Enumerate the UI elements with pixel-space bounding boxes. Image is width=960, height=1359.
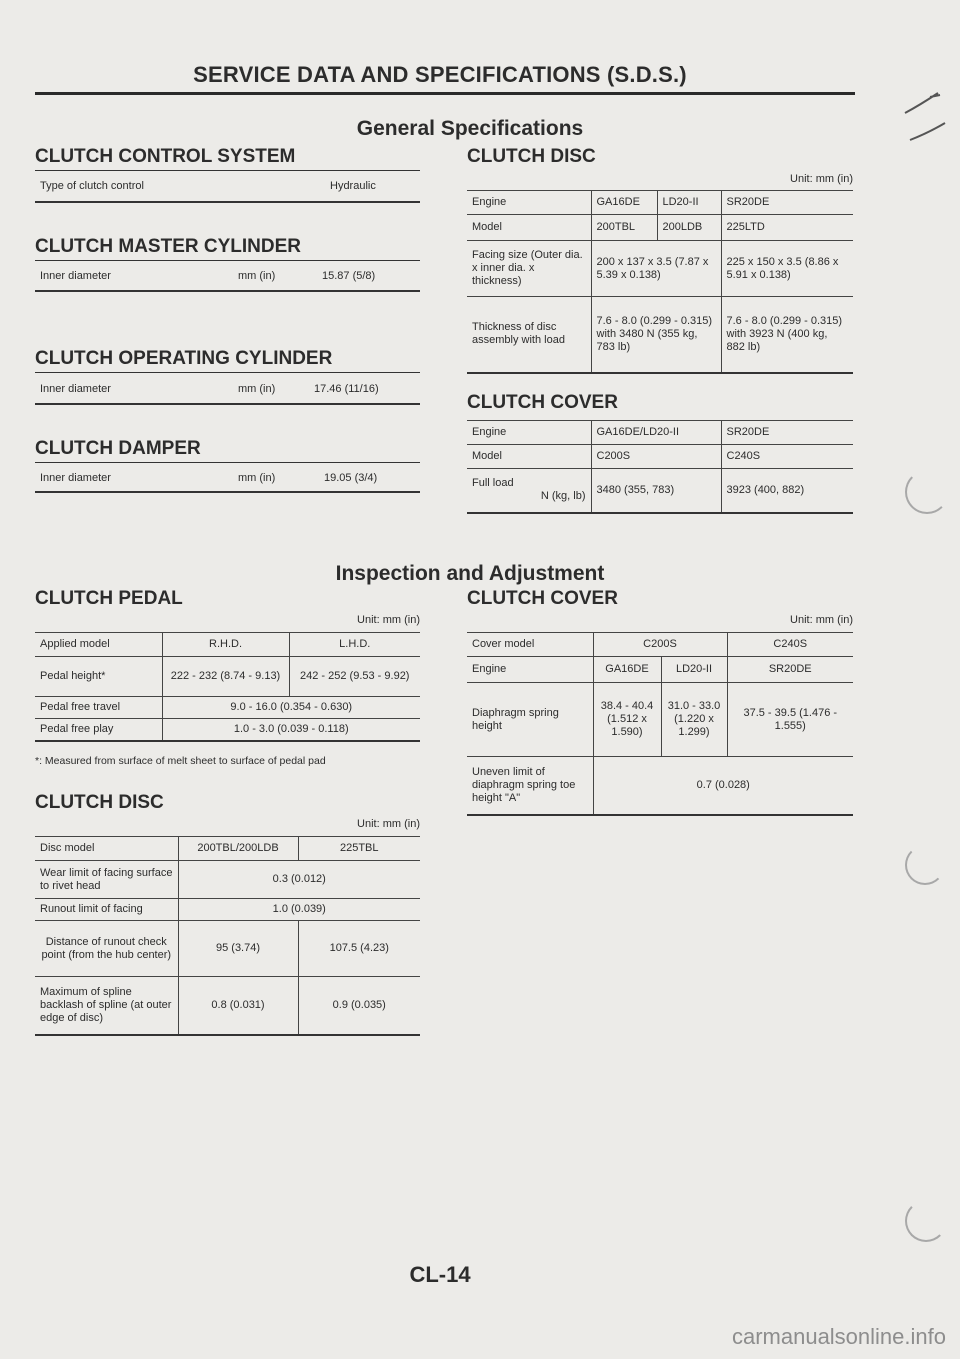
table-cell: SR20DE: [721, 421, 853, 445]
master-cylinder-label: Inner diameter: [40, 270, 111, 282]
table-row: [467, 683, 853, 757]
clutch-pedal-table: [35, 632, 420, 742]
table-cell: 225LTD: [721, 215, 853, 241]
table-cell: Thickness of disc assembly with load: [467, 297, 591, 373]
table-cell: Distance of runout check point (from the hub center): [35, 921, 178, 977]
table-row: [467, 633, 853, 657]
table-row: [35, 977, 420, 1035]
divider: [35, 290, 420, 292]
table-row: [467, 297, 853, 373]
table-cell: GA16DE: [591, 191, 657, 215]
divider: [35, 403, 420, 405]
table-row: [35, 899, 420, 921]
damper-value: 19.05 (3/4): [324, 472, 378, 484]
table-cell: Pedal free travel: [35, 697, 162, 719]
inspection-adjustment-heading: Inspection and Adjustment: [335, 562, 605, 585]
unit-label: Unit: mm (in): [357, 818, 420, 830]
table-row: [467, 241, 853, 297]
clutch-cover-inspection-heading: CLUTCH COVER: [467, 588, 618, 609]
table-row: [35, 657, 420, 697]
table-cell: Runout limit of facing: [35, 899, 178, 921]
table-cell: C240S: [727, 633, 853, 657]
master-cylinder-value: 15.87 (5/8): [322, 270, 376, 282]
clutch-cover-heading: CLUTCH COVER: [467, 392, 618, 413]
table-cell: SR20DE: [721, 191, 853, 215]
title-rule: [35, 92, 855, 95]
table-cell: 1.0 - 3.0 (0.039 - 0.118): [162, 719, 420, 741]
table-row: [467, 421, 853, 445]
table-row: [467, 469, 853, 513]
table-cell: 200 x 137 x 3.5 (7.87 x 5.39 x 0.138): [591, 241, 721, 297]
table-cell: 200TBL/200LDB: [178, 837, 298, 861]
table-row: [35, 697, 420, 719]
table-cell: LD20-II: [657, 191, 721, 215]
table-cell: 7.6 - 8.0 (0.299 - 0.315) with 3480 N (355 kg, 783 lb): [591, 297, 721, 373]
clutch-control-system-heading: CLUTCH CONTROL SYSTEM: [35, 146, 296, 167]
table-cell: Engine: [467, 657, 593, 683]
watermark: carmanualsonline.info: [731, 1324, 946, 1349]
margin-scribble: [900, 85, 950, 145]
table-cell: GA16DE: [593, 657, 661, 683]
unit-label: Unit: mm (in): [790, 173, 853, 185]
table-cell: C240S: [721, 445, 853, 469]
divider: [35, 462, 420, 463]
unit-label: Unit: mm (in): [790, 614, 853, 626]
divider: [35, 170, 420, 171]
table-cell: 200TBL: [591, 215, 657, 241]
table-row: [467, 191, 853, 215]
table-row: [35, 861, 420, 899]
table-cell: L.H.D.: [289, 633, 420, 657]
full-load-label: Full load: [472, 477, 514, 490]
binder-mark: [905, 470, 949, 514]
table-cell: [467, 469, 591, 513]
operating-cylinder-unit: mm (in): [238, 383, 276, 395]
damper-unit: mm (in): [238, 472, 276, 484]
table-cell: 3923 (400, 882): [721, 469, 853, 513]
table-cell: Maximum of spline backlash of spline (at outer edge of disc): [35, 977, 178, 1035]
pedal-footnote: *: Measured from surface of melt sheet to surface of pedal pad: [35, 755, 326, 767]
master-cylinder-unit: mm (in): [238, 270, 276, 282]
divider: [35, 260, 420, 261]
table-cell: 31.0 - 33.0 (1.220 x 1.299): [661, 683, 727, 757]
table-row: [467, 757, 853, 815]
table-row: [467, 657, 853, 683]
table-cell: 225 x 150 x 3.5 (8.86 x 5.91 x 0.138): [721, 241, 853, 297]
table-row: [467, 215, 853, 241]
binder-mark: [905, 845, 945, 885]
table-cell: 1.0 (0.039): [178, 899, 420, 921]
table-cell: LD20-II: [661, 657, 727, 683]
table-cell: 242 - 252 (9.53 - 9.92): [289, 657, 420, 697]
clutch-pedal-heading: CLUTCH PEDAL: [35, 588, 183, 609]
table-cell: R.H.D.: [162, 633, 289, 657]
table-cell: Applied model: [35, 633, 162, 657]
table-cell: GA16DE/LD20-II: [591, 421, 721, 445]
table-cell: 0.7 (0.028): [593, 757, 853, 815]
clutch-operating-cylinder-heading: CLUTCH OPERATING CYLINDER: [35, 348, 333, 369]
table-cell: Pedal free play: [35, 719, 162, 741]
control-type-label: Type of clutch control: [40, 180, 144, 192]
table-cell: 200LDB: [657, 215, 721, 241]
page-number: CL-14: [409, 1262, 471, 1287]
table-cell: Facing size (Outer dia. x inner dia. x thickness): [467, 241, 591, 297]
clutch-master-cylinder-heading: CLUTCH MASTER CYLINDER: [35, 236, 301, 257]
table-cell: 38.4 - 40.4 (1.512 x 1.590): [593, 683, 661, 757]
operating-cylinder-label: Inner diameter: [40, 383, 111, 395]
table-row: [467, 445, 853, 469]
table-cell: Disc model: [35, 837, 178, 861]
divider: [35, 491, 420, 493]
table-cell: Engine: [467, 421, 591, 445]
table-cell: 222 - 232 (8.74 - 9.13): [162, 657, 289, 697]
full-load-unit: N (kg, lb): [540, 490, 586, 503]
table-cell: 0.3 (0.012): [178, 861, 420, 899]
table-cell: Cover model: [467, 633, 593, 657]
general-specifications-heading: General Specifications: [356, 117, 584, 140]
clutch-damper-heading: CLUTCH DAMPER: [35, 438, 201, 459]
table-cell: Uneven limit of diaphragm spring toe height "A": [467, 757, 593, 815]
table-cell: C200S: [593, 633, 727, 657]
binder-mark: [905, 1200, 947, 1242]
unit-label: Unit: mm (in): [357, 614, 420, 626]
clutch-cover-inspection-table: [467, 632, 853, 816]
table-cell: Diaphragm spring height: [467, 683, 593, 757]
table-cell: 3480 (355, 783): [591, 469, 721, 513]
operating-cylinder-value: 17.46 (11/16): [314, 383, 379, 395]
table-cell: SR20DE: [727, 657, 853, 683]
damper-label: Inner diameter: [40, 472, 111, 484]
table-cell: Engine: [467, 191, 591, 215]
clutch-disc-heading: CLUTCH DISC: [467, 146, 596, 167]
table-cell: C200S: [591, 445, 721, 469]
table-cell: 107.5 (4.23): [298, 921, 420, 977]
table-cell: 37.5 - 39.5 (1.476 - 1.555): [727, 683, 853, 757]
table-row: [35, 633, 420, 657]
table-cell: Model: [467, 445, 591, 469]
clutch-cover-general-table: [467, 420, 853, 514]
table-cell: 225TBL: [298, 837, 420, 861]
table-row: [35, 837, 420, 861]
table-cell: 0.9 (0.035): [298, 977, 420, 1035]
clutch-disc-general-table: [467, 190, 853, 374]
page-title: SERVICE DATA AND SPECIFICATIONS (S.D.S.): [193, 62, 687, 87]
clutch-disc-inspection-heading: CLUTCH DISC: [35, 792, 164, 813]
table-cell: 9.0 - 16.0 (0.354 - 0.630): [162, 697, 420, 719]
clutch-disc-inspection-table: [35, 836, 420, 1036]
table-row: [35, 921, 420, 977]
table-cell: 95 (3.74): [178, 921, 298, 977]
table-cell: Pedal height*: [35, 657, 162, 697]
control-type-value: Hydraulic: [330, 180, 376, 192]
table-cell: 0.8 (0.031): [178, 977, 298, 1035]
table-cell: Wear limit of facing surface to rivet head: [35, 861, 178, 899]
divider: [35, 372, 420, 373]
table-row: [35, 719, 420, 741]
table-cell: 7.6 - 8.0 (0.299 - 0.315) with 3923 N (400 kg, 882 lb): [721, 297, 853, 373]
divider: [35, 201, 420, 203]
table-cell: Model: [467, 215, 591, 241]
